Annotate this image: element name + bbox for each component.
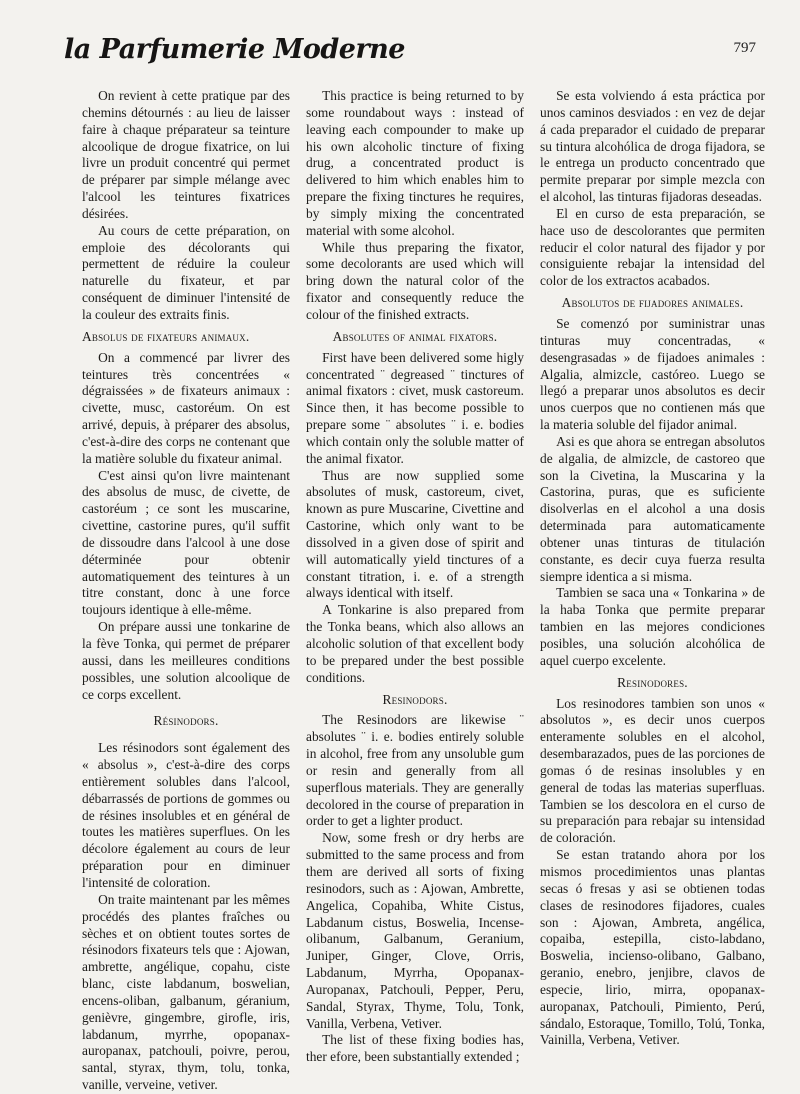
paragraph: Tambien se saca una « Tonkarina » de la haba Tonka que permite preparar tambien en las mejores condiciones posibles, una solución alcohólica de aquel cuerpo excelente. xyxy=(540,585,765,668)
section-heading: Résinodors. xyxy=(153,713,219,729)
paragraph: Les résinodors sont également des « absolus », c'est-à-dire des corps entièrement solubles dans l'alcool, débarrassés de portions de gommes ou de résines insolubles et en général de toutes les matières superflues. On les décolore également au cours de leur préparation pour en diminuer l'intensité de coloration. xyxy=(82,740,290,890)
section-heading: Absolus de fixateurs animaux. xyxy=(82,328,250,344)
section-heading: Absolutos de fijadores animales. xyxy=(561,295,744,311)
paragraph: Now, some fresh or dry herbs are submitted to the same process and from them are derived all sorts of fixing resinodors, such as : Ajowan, Ambrette, Angelica, Copahiba, White Cistus, Labdanum cistus, Boswelia, Incense-olibanum, Galbanum, Geranium, Juniper, Ginger, Clove, Orris, Labdanum, Myrrha, Opopanax-Auropanax, Patchouli, Pepper, Peru, Sandal, Styrax, Thyme, Tolu, Tonk, Vanilla, Verbena, Vetiver. xyxy=(306,830,524,1031)
paragraph: On revient à cette pratique par des chemins détournés : au lieu de laisser faire à chaque préparateur sa teinture alcoolique de drogue fixatrice, on lui livre un produit concentré qui permet de préparer par simple mélange avec l'alcool les teintures fixatrices désirées. xyxy=(82,88,290,221)
paragraph: On prépare aussi une tonkarine de la fève Tonka, qui permet de préparer aussi, dans les meilleures conditions possibles, une solution alcoolique de ce corps excellent. xyxy=(82,619,290,702)
paragraph: El en curso de esta preparación, se hace uso de descolorantes que permiten reducir el color natural des fijador y por consiguiente rebajar la intensidad del color de los extractos acabados. xyxy=(540,205,765,289)
paragraph: This practice is being returned to by some roundabout ways : instead of leaving each compounder to make up his own alcoholic tincture of fixing drug, a concentrated product is delivered to him which enables him to prepare the fixing tinctures he requires, by simply mixing the concentrated material with some alcohol. xyxy=(306,88,524,238)
paragraph: First have been delivered some higly concentrated ¨ degreased ¨ tinctures of animal fixators : civet, musk castoreum. Since then, it has become possible to prepare some ¨ absolutes ¨ i. e. bodies which contain only the soluble matter of the animal fixator. xyxy=(306,349,524,466)
english-column xyxy=(306,88,524,1066)
paragraph: Los resinodores tambien son unos « absolutos », es decir unos cuerpos enteramente solubles en el alcohol, desembarazados, pues de las porciones de gomas ó de resinas insolubles y en general de todas las materias superfluas. Tambien se los descolora en el curso de su preparación para rebajar su intensidad de coloración. xyxy=(540,695,765,846)
paragraph: Au cours de cette préparation, on emploie des décolorants qui permettent de réduire la couleur naturelle du fixateur, et par conséquent de diminuer l'intensité de la couleur des extraits finis. xyxy=(82,222,290,322)
paragraph: Thus are now supplied some absolutes of musk, castoreum, civet, known as pure Muscarine, Civettine and Castorine, which only want to be dissolved in a given dose of spirit and will automatically yield tinctures of a constant titration, i. e. of a strength always identical with itself. xyxy=(306,467,524,601)
paragraph: The Resinodors are likewise ¨ absolutes ¨ i. e. bodies entirely soluble in alcohol, free from any unsoluble gum or resin and generally from all superflous materials. They are generally decolored in the course of preparation in order to get a lighter product. xyxy=(306,712,524,829)
paragraph: Asi es que ahora se entregan absolutos de algalia, de almizcle, de castoreo que son la Civetina, la Muscarina y la Castorina, puras, que es suficiente disolverlas en el alcohol a una dosis determinada para automaticamente obtener unas tinturas de titulación constante, es decir cuya fuerza resulta siempre identica a si misma. xyxy=(540,433,765,584)
paragraph: On traite maintenant par les mêmes procédés des plantes fraîches ou sèches et on obtient toutes sortes de résinodors fixateurs tels que : Ajowan, ambrette, angélique, copahu, ciste blanc, ciste labdanum, boswelian, encens-oliban, galbanum, géranium, genièvre, gingembre, girofle, iris, labdanum, myrrhe, opopanax-auropanax, patchouli, poivre, perou, santal, styrax, thym, tolu, tonka, vanille, verveine, vetiver. xyxy=(82,891,290,1093)
paragraph: On a commencé par livrer des teintures très concentrées « dégraissées » de fixateurs animaux : civette, musc, castoréum. On est arrivé, depuis, à préparer des absolus, c'est-à-dire des corps ne contenant que la matière soluble du fixateur animal. xyxy=(82,349,290,466)
paragraph: A Tonkarine is also prepared from the Tonka beans, which also allows an alcoholic solution of that excellent body to be prepared under the best possible conditions. xyxy=(306,602,524,685)
section-heading: Resinodores. xyxy=(617,674,688,690)
paragraph: The list of these fixing bodies has, ther efore, been substantially extended ; xyxy=(306,1032,524,1065)
spanish-column xyxy=(540,88,765,1049)
section-heading: Resinodors. xyxy=(382,691,448,707)
paragraph: Se comenzó por suministrar unas tinturas muy concentradas, « desengrasadas » de fijadoes animales : Algalia, almizcle, castóreo. Luego se llegó a preparar unos absolutos es decir unos cuerpos que no contienen más que la materia soluble del fijador animal. xyxy=(540,315,765,433)
section-heading: Absolutes of animal fixators. xyxy=(332,328,498,344)
page-number: 797 xyxy=(733,40,756,56)
paragraph: Se estan tratando ahora por los mismos procedimientos unas plantas secas ó fresas y asi se obtienen todas clases de resinodores fijadores, cuales son : Ajowan, Ambreta, angélica, copaiba, estepilla, cisto-labdano, Boswelia, incienso-olibano, Galbano, geranio, enebro, jenjibre, clavos de especie, lirio, mirra, opopanax-auropanax, Patchouli, Pimiento, Perú, sándalo, Estoraque, Tomillo, Tolú, Tonka, Vainilla, Verbena, Vetiver. xyxy=(540,847,765,1048)
journal-masthead: la Parfumerie Moderne xyxy=(64,34,405,65)
paragraph: While thus preparing the fixator, some decolorants are used which will bring down the natural color of the fixator and consequently reduce the colour of the finished extracts. xyxy=(306,239,524,322)
paragraph: Se esta volviendo á esta práctica por unos caminos desviados : en vez de dejar á cada preparador el cuidado de preparar su tintura alcohólica de droga fijadora, se le entrega un producto concentrado que permite preparar por simple mezcla con el alcohol, las tinturas fijadoras deseadas. xyxy=(540,88,765,205)
paragraph: C'est ainsi qu'on livre maintenant des absolus de musc, de civette, de castoréum ; ce sont les muscarine, civettine, castorine pures, qu'il suffit de dissoudre dans l'alcool à une dose déterminée pour obtenir automatiquement des teintures à un titre constant, donc à une force toujours identique à elle-même. xyxy=(82,467,290,618)
french-column xyxy=(82,88,290,1094)
